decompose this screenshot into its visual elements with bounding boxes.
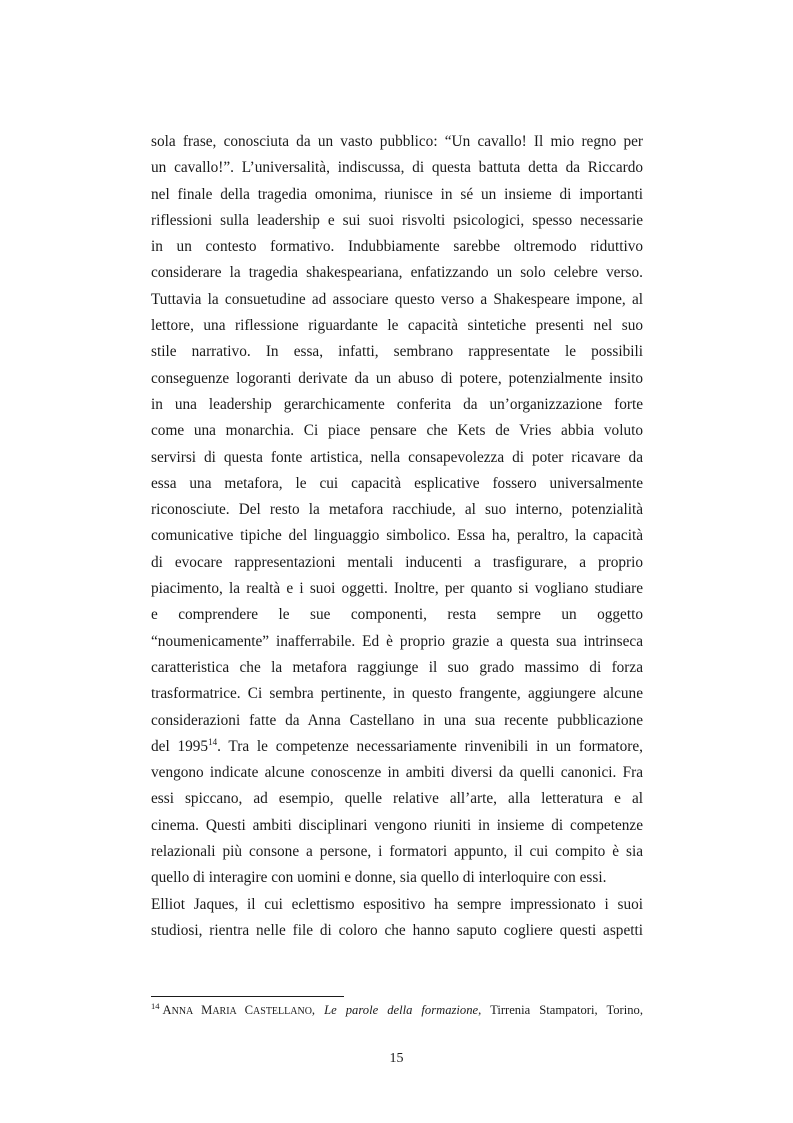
text-line: cinema. Questi ambiti disciplinari vengono riuniti in insieme di competenze bbox=[151, 816, 643, 834]
text-line: in un contesto formativo. Indubbiamente sarebbe oltremodo riduttivo bbox=[151, 238, 643, 256]
text-line: riconosciute. Del resto la metafora racchiude, al suo interno, potenzialità bbox=[151, 501, 643, 519]
text-line: sola frase, conosciuta da un vasto pubblico: “Un cavallo! Il mio regno per bbox=[151, 133, 643, 150]
text-line: studiosi, rientra nelle file di coloro che hanno saputo cogliere questi aspetti bbox=[151, 921, 643, 939]
text-fragment: del 1995 bbox=[151, 737, 209, 755]
text-line: un cavallo!”. L’universalità, indiscussa, di questa battuta detta da Riccardo bbox=[151, 159, 643, 177]
text-line: caratteristica che la metafora raggiunge il suo grado massimo di forza bbox=[151, 658, 643, 676]
footnote-separator bbox=[151, 996, 344, 997]
text-line: “noumenicamente” inafferrabile. Ed è proprio grazie a questa sua intrinseca bbox=[151, 632, 643, 650]
text-line: Tuttavia la consuetudine ad associare questo verso a Shakespeare impone, al bbox=[151, 290, 643, 308]
text-line: nel finale della tragedia omonima, riunisce in sé un insieme di importanti bbox=[151, 185, 643, 203]
text-line: Elliot Jaques, il cui eclettismo espositivo ha sempre impressionato i suoi bbox=[151, 895, 643, 913]
text-line: relazionali più consone a persone, i formatori appunto, il cui compito è sia bbox=[151, 843, 643, 861]
footnote-separator-text: , bbox=[311, 1003, 325, 1017]
footnote-title: Le parole della formazione bbox=[324, 1003, 479, 1017]
text-line: essi spiccano, ad esempio, quelle relative all’arte, alla letteratura e al bbox=[151, 790, 643, 808]
text-fragment: . Tra le competenze necessariamente rinvenibili in un formatore, bbox=[217, 737, 644, 755]
text-line: di evocare rappresentazioni mentali inducenti a trasfigurare, a proprio bbox=[151, 553, 643, 571]
text-line: come una monarchia. Ci piace pensare che Kets de Vries abbia voluto bbox=[151, 422, 643, 440]
paragraph-end-line: quello di interagire con uomini e donne, sia quello di interloquire con essi. bbox=[151, 869, 607, 887]
page-number: 15 bbox=[389, 1051, 404, 1066]
text-line: e comprendere le sue componenti, resta sempre un oggetto bbox=[151, 606, 643, 624]
footnote-mark: 14 bbox=[151, 1001, 160, 1011]
text-line: servirsi di questa fonte artistica, nella consapevolezza di poter ricavare da bbox=[151, 448, 643, 466]
text-line: conseguenze logoranti derivate da un abuso di potere, potenzialmente insito bbox=[151, 369, 643, 387]
footnote-author: ANNA MARIA CASTELLANO bbox=[162, 1003, 312, 1017]
footnote-reference[interactable]: 14 bbox=[208, 736, 218, 747]
text-line: in una leadership gerarchicamente conferita da un’organizzazione forte bbox=[151, 395, 643, 413]
footnote bbox=[151, 1001, 643, 1021]
text-line: comunicative tipiche del linguaggio simbolico. Essa ha, peraltro, la capacità bbox=[151, 527, 643, 545]
text-line: essa una metafora, le cui capacità esplicative fossero universalmente bbox=[151, 474, 643, 492]
text-line-with-footnote-ref bbox=[151, 734, 643, 760]
body-text bbox=[151, 129, 643, 944]
text-line: considerazioni fatte da Anna Castellano in una sua recente pubblicazione bbox=[151, 711, 643, 729]
footnote-publisher: , Tirrenia Stampatori, Torino, bbox=[478, 1003, 643, 1017]
text-line: riflessioni sulla leadership e sui suoi risvolti psicologici, spesso necessarie bbox=[151, 211, 643, 229]
text-line: considerare la tragedia shakespeariana, enfatizzando un solo celebre verso. bbox=[151, 264, 643, 282]
text-line: trasformatrice. Ci sembra pertinente, in questo frangente, aggiungere alcune bbox=[151, 685, 643, 703]
text-line: stile narrativo. In essa, infatti, sembrano rappresentate le possibili bbox=[151, 343, 643, 361]
text-line: vengono indicate alcune conoscenze in ambiti diversi da quelli canonici. Fra bbox=[151, 764, 643, 782]
text-line: lettore, una riflessione riguardante le capacità sintetiche presenti nel suo bbox=[151, 317, 643, 335]
text-line: piacimento, la realtà e i suoi oggetti. Inoltre, per quanto si vogliano studiare bbox=[151, 580, 643, 598]
